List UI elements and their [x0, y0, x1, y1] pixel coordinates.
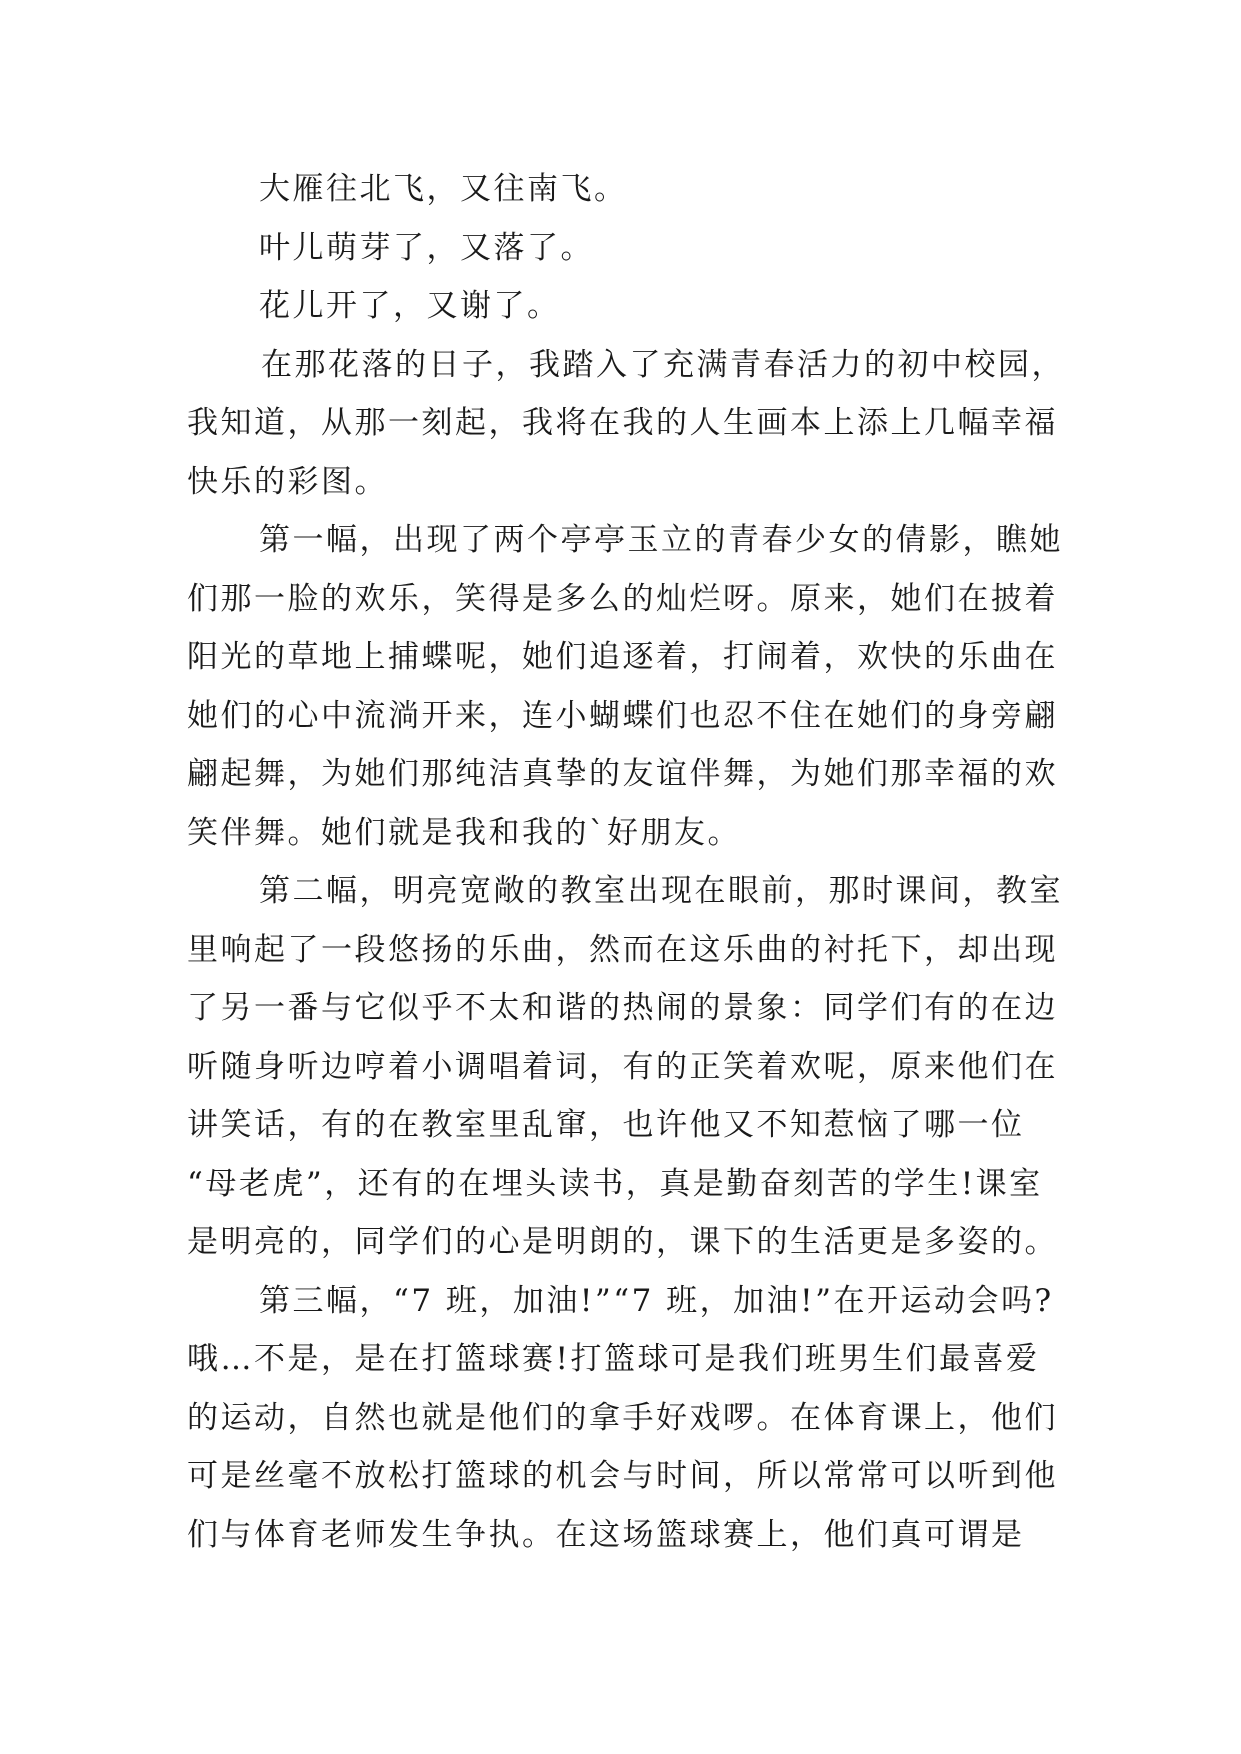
- text-line: 第一幅，出现了两个亭亭玉立的青春少女的倩影，瞧她: [259, 522, 1063, 558]
- text-line: 第三幅，“7 班，加油!”“7 班，加油!”在开运动会吗?: [259, 1282, 1054, 1319]
- text-line: 在那花落的日子，我踏入了充满青春活力的初中校园，: [261, 346, 1065, 383]
- text-line: 快乐的彩图。: [187, 463, 388, 500]
- text-line: 第二幅，明亮宽敞的教室出现在眼前，那时课间，教室: [259, 873, 1063, 909]
- text-line: 听随身听边哼着小调唱着词，有的正笑着欢呢，原来他们在: [187, 1048, 1058, 1085]
- text-line: 花儿开了，又谢了。: [259, 288, 561, 324]
- text-line: 讲笑话，有的在教室里乱窜，也许他又不知惹恼了哪一位: [187, 1107, 1025, 1143]
- text-line: 们与体育老师发生争执。在这场篮球赛上，他们真可谓是: [187, 1516, 1025, 1553]
- text-line: 翩起舞，为她们那纯洁真挚的友谊伴舞，为她们那幸福的欢: [187, 756, 1058, 792]
- text-line: 里响起了一段悠扬的乐曲，然而在这乐曲的衬托下，却出现: [187, 931, 1058, 968]
- text-line: 叶儿萌芽了，又落了。: [259, 229, 594, 266]
- text-line: 我知道，从那一刻起，我将在我的人生画本上添上几幅幸福: [187, 405, 1058, 441]
- text-line: 了另一番与它似乎不太和谐的热闹的景象：同学们有的在边: [187, 990, 1058, 1026]
- text-line: 是明亮的，同学们的心是明朗的，课下的生活更是多姿的。: [187, 1224, 1058, 1260]
- text-line: 哦…不是，是在打篮球赛!打篮球可是我们班男生们最喜爱: [187, 1341, 1040, 1377]
- text-line: “母老虎”，还有的在埋头读书，真是勤奋刻苦的学生!课室: [187, 1165, 1043, 1202]
- text-line: 们那一脸的欢乐，笑得是多么的灿烂呀。原来，她们在披着: [187, 580, 1058, 617]
- text-line: 大雁往北飞，又往南飞。: [259, 171, 628, 207]
- text-line: 阳光的草地上捕蝶呢，她们追逐着，打闹着，欢快的乐曲在: [187, 639, 1058, 675]
- essay-text: [187, 160, 1065, 1564]
- text-line: 的运动，自然也就是他们的拿手好戏啰。在体育课上，他们: [187, 1399, 1058, 1436]
- text-line: 她们的心中流淌开来，连小蝴蝶们也忍不住在她们的身旁翩: [187, 697, 1058, 734]
- text-line: 可是丝毫不放松打篮球的机会与时间，所以常常可以听到他: [187, 1458, 1058, 1494]
- text-line: 笑伴舞。她们就是我和我的`好朋友。: [187, 814, 741, 851]
